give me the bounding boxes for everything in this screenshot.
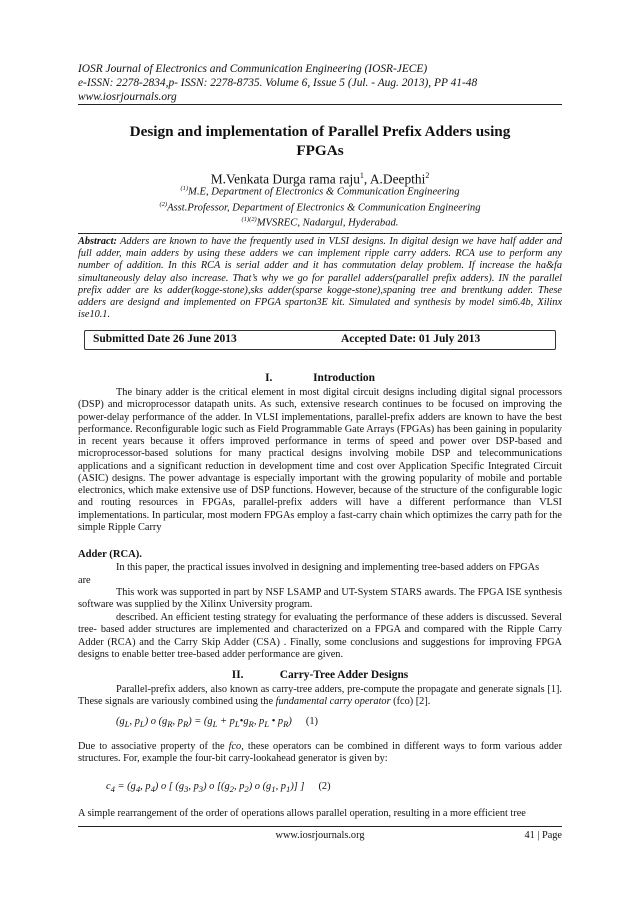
associative-text-end: , these operators can be combined in different ways to form various adder structures. For, example the four-bit carry-lookahead generator is given by:: [78, 741, 562, 765]
affiliations: [78, 183, 562, 230]
journal-name: IOSR Journal of Electronics and Communication Engineering (IOSR-JECE): [78, 63, 428, 75]
associative-text: Due to associative property of the: [78, 741, 229, 752]
footer-website: www.iosrjournals.org: [275, 830, 365, 841]
carry-tree-paragraph-1: [78, 684, 562, 709]
equation-2-body: $c_4 = (g_4$, $p_4$) o [ ($g_3$, $p_3$) o [($g_2$, $p_2$) o ($g_1$, $p_1$)] ]: [106, 781, 305, 795]
journal-header: [78, 62, 558, 105]
section-2-heading: [78, 669, 562, 681]
affiliation-1-text: M.E, Department of Electronics & Communication Engineering: [188, 186, 460, 198]
intro-paragraph-2: In this paper, the practical issues involved in designing and implementing tree-based adders on FPGAs: [116, 562, 540, 573]
paper-title: [78, 122, 562, 160]
carry-tree-text: Parallel-prefix adders, also known as carry-tree adders, pre-compute the propagate and generate signals [1]. These signals are variously combined using the: [78, 684, 562, 708]
affiliation-3-marker: (1)(2): [241, 216, 257, 224]
header-divider: [78, 104, 562, 105]
section-1-title: Introduction: [313, 372, 375, 384]
intro-paragraph-1: The binary adder is the critical element in most digital circuit designs including digital signal processors (DSP) and microprocessor datapath units. As such, extensive research continues to be focused on improving the power-delay performance of the adder. In VLSI implementations, parallel-prefix adders are known to have the best performance. Reconfigurable logic such as Field Programmable Gate Arrays (FPGAs) has been gaining in popularity in recent years because it offers improved performance in terms of speed and power over DSP-based and microprocessor-based solutions for many practical designs involving mobile DSP and telecommunications applications and a significant reduction in development time and cost over Application Specific Integrated Circuit (ASIC) designs. The power advantage is especially important with the growing popularity of mobile and portable electronics, which make extensive use of DSP functions. However, because of the structure of the configurable logic and routing resources in FPGAs, parallel-prefix adders will have a different performance than VLSI implementations. In particular, most modern FPGAs employ a fast-carry chain which optimizes the carry path for the simple Ripple Carry: [78, 387, 562, 533]
intro-paragraph-2-continuation: are: [78, 575, 91, 586]
equation-2: [106, 781, 331, 794]
dates-box: [84, 330, 556, 350]
abstract-divider: [78, 233, 562, 234]
affiliation-1-marker: (1): [180, 185, 189, 192]
affiliation-3: [78, 214, 562, 230]
accepted-date: Accepted Date: 01 July 2013: [341, 333, 481, 345]
author-2: A.Deepthi: [369, 171, 426, 187]
affiliation-2: [78, 199, 562, 215]
abstract: [78, 236, 562, 321]
affiliation-2-marker: (2): [159, 200, 168, 208]
footer-divider: [78, 826, 562, 827]
journal-website: www.iosrjournals.org: [78, 91, 177, 104]
carry-tree-text-end: (fco) [2].: [390, 696, 431, 708]
carry-tree-paragraph-3: A simple rearrangement of the order of operations allows parallel operation, resulting in a more efficient tree: [78, 808, 526, 819]
author-2-marker: 2: [425, 171, 430, 180]
equation-2-number: (2): [318, 781, 331, 792]
funding-note: This work was supported in part by NSF LSAMP and UT-System STARS awards. The FPGA ISE synthesis software was supplied by the Xilinx University program.: [78, 587, 562, 611]
fco-abbrev: fco: [228, 741, 242, 752]
author-1-marker: 1: [359, 171, 364, 180]
abstract-text: Adders are known to have the frequently used in VLSI designs. In digital design we have half adder and full adder, main adders by using these adders we can implement ripple carry adders. RCA use to perform any number of addition. In this RCA is serial adder and it has commutation delay problem. If increase the ha&fa simultaneously delay also increase. That’s why we go for parallel adders(parallel prefix adders). IN the parallel prefix adder are ks adder(kogge-stone),sks adder(sparse kogge-stone),spaning tree and brentkung adder. These adders are designd and implemented on FPGA sparton3E kit. Simulated and synthesis by model sim6.4b, Xilinx ise10.1.: [78, 236, 563, 321]
author-1: M.Venkata Durga rama raju: [210, 171, 360, 187]
author-separator: ,: [363, 171, 370, 187]
equation-1-body: ($g_L$, $p_L$) o ($g_R$, $p_R) = (g_L$ + $p_L•g_R$, $p_L$ • $p_R$): [116, 716, 292, 730]
intro-paragraph-3: described. An efficient testing strategy for evaluating the performance of these adders is discussed. Several tree- based adder structures are implemented and characterized on a FPGA and compared with the Ripple Carry Adder (RCA) and the Carry Skip Adder (CSA) . Finally, some conclusions and suggestions for improving FPGA designs to enable better tree-based adder performance are given.: [78, 612, 562, 660]
submitted-date: Submitted Date 26 June 2013: [93, 333, 237, 345]
title-line-1: Design and implementation of Parallel Prefix Adders using: [129, 123, 511, 140]
section-1-number: I.: [265, 372, 273, 384]
affiliation-1: [78, 183, 562, 199]
affiliation-3-text: MVSREC, Nadargul, Hyderabad.: [256, 218, 399, 229]
section-1-heading: [78, 372, 562, 384]
issn-line: e-ISSN: 2278-2834,p- ISSN: 2278-8735. Volume 6, Issue 5 (Jul. - Aug. 2013), PP 41-48: [78, 77, 478, 90]
section-2-number: II.: [231, 669, 244, 681]
equation-1-number: (1): [305, 716, 318, 727]
fco-term: fundamental carry operator: [275, 696, 391, 708]
section-2-title: Carry-Tree Adder Designs: [279, 669, 409, 681]
affiliation-2-text: Asst.Professor, Department of Electronics & Communication Engineering: [167, 202, 481, 214]
title-line-2: FPGAs: [296, 142, 344, 159]
adder-rca-subheading: Adder (RCA).: [78, 549, 142, 560]
equation-1: [116, 716, 318, 729]
abstract-label: Abstract:: [78, 236, 117, 247]
page-number: 41 | Page: [524, 830, 562, 841]
carry-tree-paragraph-2: [78, 741, 562, 766]
